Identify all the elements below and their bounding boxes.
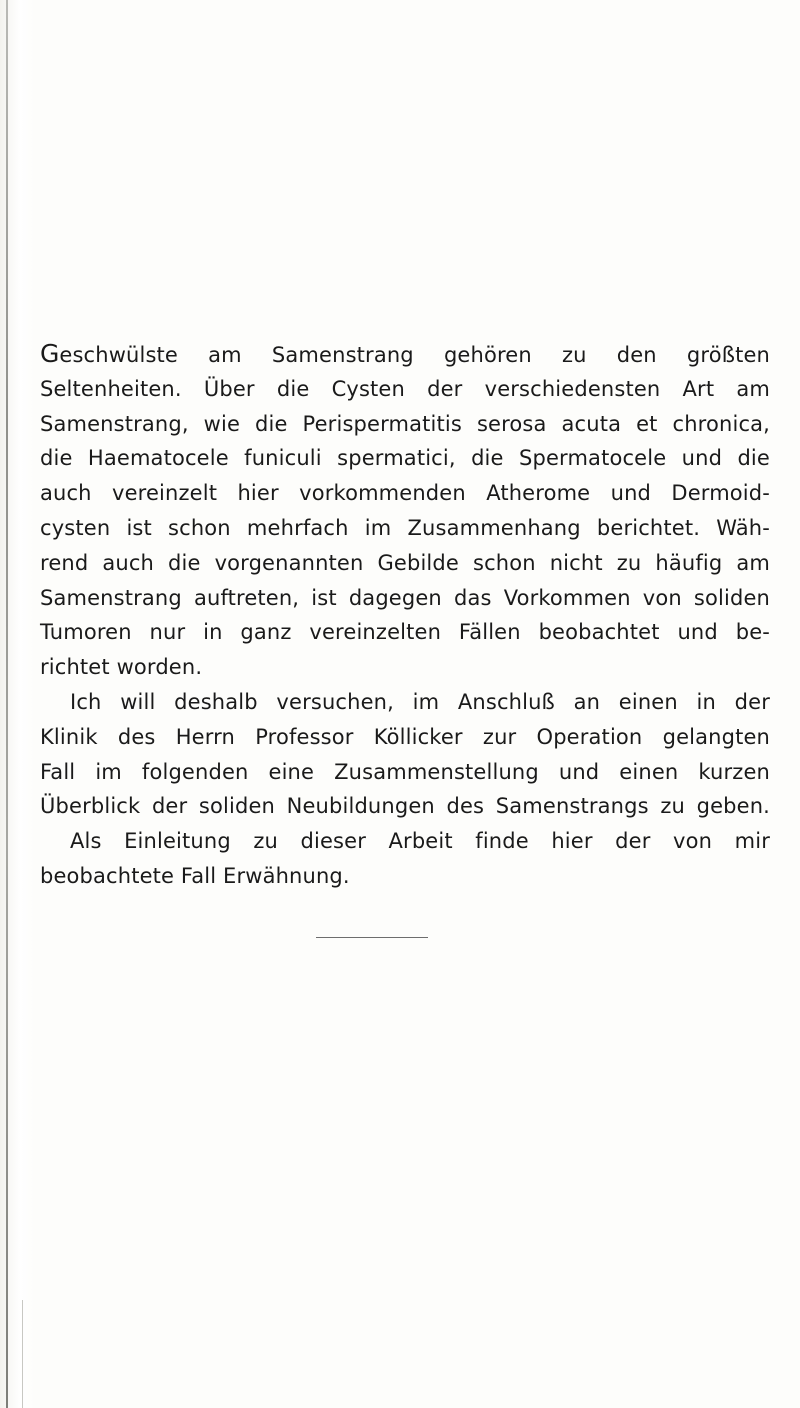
- paragraph-3: [40, 824, 770, 894]
- text-line: Seltenheiten. Über die Cysten der verschiedensten Art am: [40, 376, 770, 401]
- text-line: richtet worden.: [40, 655, 203, 680]
- binding-edge: [6, 0, 8, 1408]
- binding-edge-lower: [22, 1300, 23, 1408]
- text-line: Geschwülste am Samenstrang gehören zu den größten: [40, 339, 770, 368]
- text-line: Fall im folgenden eine Zusammenstellung und einen kurzen: [40, 759, 770, 784]
- body-text: [40, 337, 770, 894]
- text-line: Samenstrang auftreten, ist dagegen das Vorkommen von soliden: [40, 585, 770, 610]
- paragraph-1: [40, 337, 770, 685]
- text-line: rend auch die vorgenannten Gebilde schon nicht zu häufig am: [40, 550, 770, 575]
- text-line: beobachtete Fall Erwähnung.: [40, 863, 350, 888]
- text-line: Samenstrang, wie die Perispermatitis serosa acuta et chronica,: [40, 411, 770, 436]
- text-line: auch vereinzelt hier vorkommenden Atherome und Dermoid-: [40, 481, 770, 506]
- text-line: Als Einleitung zu dieser Arbeit finde hier der von mir: [70, 829, 770, 854]
- text-line: Überblick der soliden Neubildungen des Samenstrangs zu geben.: [40, 794, 770, 819]
- text-line: cysten ist schon mehrfach im Zusammenhang berichtet. Wäh-: [40, 515, 770, 540]
- drop-initial: G: [40, 339, 60, 368]
- text-line: die Haematocele funiculi spermatici, die Spermatocele und die: [40, 446, 770, 471]
- paragraph-2: [40, 685, 770, 824]
- text-line: Ich will deshalb versuchen, im Anschluß an einen in der: [70, 689, 770, 714]
- text-line: Tumoren nur in ganz vereinzelten Fällen beobachtet und be-: [40, 620, 770, 645]
- section-divider: [316, 937, 428, 938]
- text-line: Klinik des Herrn Professor Köllicker zur Operation gelangten: [40, 724, 770, 749]
